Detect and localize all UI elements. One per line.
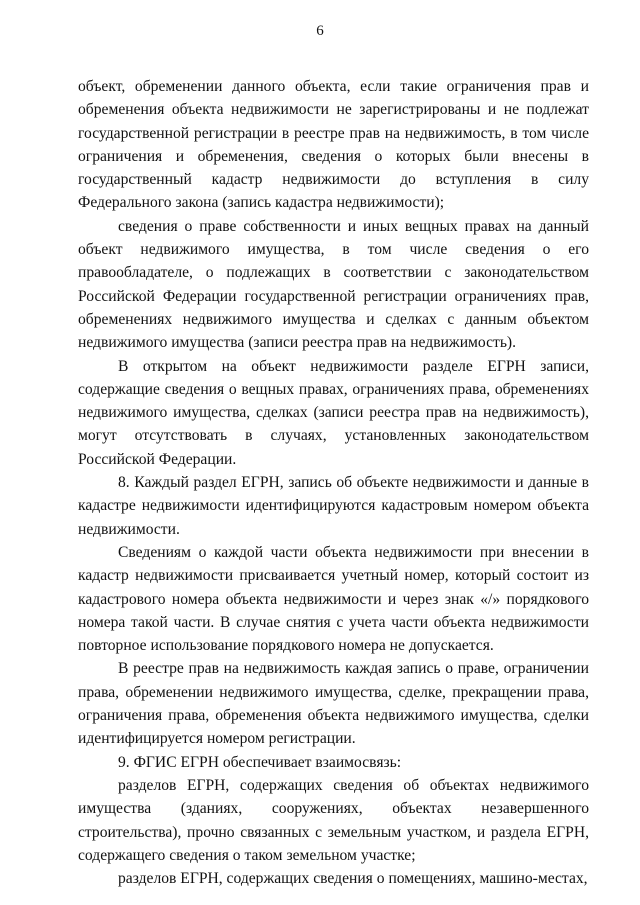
paragraph: В открытом на объект недвижимости разделе ЕГРН записи, содержащие сведения о вещных правах, ограничениях права, обременениях недвижимого имущества, сделках (записи реестра прав на недвижимость), могут отсутствовать в случаях, установленных законодательством Российской Федерации. — [78, 357, 589, 468]
document-body — [78, 75, 589, 890]
paragraph-item-9: 9. ФГИС ЕГРН обеспечивает взаимосвязь: — [118, 753, 402, 771]
paragraph: разделов ЕГРН, содержащих сведения о помещениях, машино-местах, — [118, 870, 588, 888]
paragraph-item-8: 8. Каждый раздел ЕГРН, запись об объекте недвижимости и данные в кадастре недвижимости идентифицируются кадастровым номером объекта недвижимости. — [78, 474, 589, 538]
paragraph: сведения о праве собственности и иных вещных правах на данный объект недвижимого имущества, в том числе сведения о его правообладателе, о подлежащих в соответствии с законодательством Российской Федерации государственной регистрации ограничениях прав, обременениях недвижимого имущества и сделках с данным объектом недвижимого имущества (записи реестра прав на недвижимость). — [78, 217, 589, 352]
paragraph-continuation: объект, обременении данного объекта, если такие ограничения прав и обременения объекта недвижимости не зарегистрированы и не подлежат государственной регистрации в реестре прав на недвижимость, в том числе ограничения и обременения, сведения о которых были внесены в государственный кадастр недвижимости до вступления в силу Федерального закона (запись кадастра недвижимости); — [78, 78, 589, 212]
paragraph: В реестре прав на недвижимость каждая запись о праве, ограничении права, обременении недвижимого имущества, сделке, прекращении права, ограничения права, обременения объекта недвижимого имущества, сделки идентифицируется номером регистрации. — [78, 660, 589, 748]
paragraph: разделов ЕГРН, содержащих сведения об объектах недвижимого имущества (зданиях, сооружениях, объектах незавершенного строительства), прочно связанных с земельным участком, и раздела ЕГРН, содержащего сведения о таком земельном участке; — [78, 776, 589, 864]
paragraph: Сведениям о каждой части объекта недвижимости при внесении в кадастр недвижимости присваивается учетный номер, который состоит из кадастрового номера объекта недвижимости и через знак «/» порядкового номера такой части. В случае снятия с учета части объекта недвижимости повторное использование порядкового номера не допускается. — [78, 543, 589, 655]
page-number: 6 — [316, 23, 324, 39]
